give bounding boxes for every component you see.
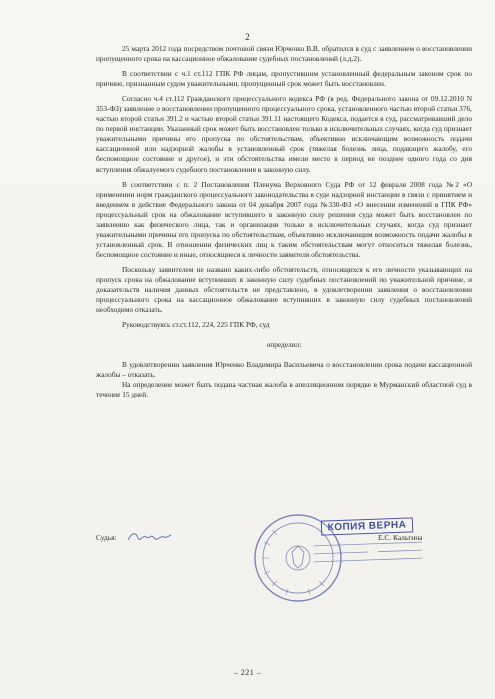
copy-certified-stamp: КОПИЯ ВЕРНА: [321, 517, 413, 535]
paragraph-filing: 25 марта 2012 года посредством почтовой связи Юрченко В.В. обратился в суд с заявлением о восстановлении пропущенного срока на кассационное обжалование судебных постановлений (л.д.2).: [96, 44, 472, 64]
decision-refusal: В удовлетворении заявления Юрченко Владимира Васильевича о восстановлении срока подачи кассационной жалобы – отказать.: [96, 360, 472, 380]
judge-label: Судья:: [96, 533, 117, 542]
operative-heading: определил:: [266, 340, 302, 350]
judge-name: Е.С. Кальгина: [378, 533, 423, 542]
paragraph-guided-by: Руководствуясь ст.ст.112, 224, 225 ГПК РФ, суд: [122, 320, 270, 330]
footer-page-number: – 221 –: [233, 668, 262, 677]
ruling-text: [96, 44, 472, 400]
paragraph-reasoning: Поскольку заявителем не названо каких-либо обстоятельств, относящихся к его личности указывающих на пропуск срока на обжалование вступивших в законную силу судебных постановлений по уважительной причине, и доказательств наличия данных обстоятельств не представлено, в удовлетворении заявления о восстановлении процессуального срока на кассационное обжалование вступивших в законную силу судебных постановлений необходимо отказать.: [96, 264, 472, 315]
decision-appeal: На определение может быть подана частная жалоба в апелляционном порядке в Мурманский областной суд в течение 15 дней.: [96, 380, 472, 400]
page-number: 2: [245, 32, 250, 42]
paragraph-article-112-part-1: В соответствии с ч.1 ст.112 ГПК РФ лицам, пропустившим установленный федеральным законом срок по причине, признанным судом уважительными, пропущенный срок может быть восстановлен.: [96, 69, 472, 89]
paragraph-plenum-resolution: В соответствии с п. 2 Постановления Пленума Верховного Суда РФ от 12 февраля 2008 года №2 «О применении норм гражданского процессуального законодательства в суде надзорной инстанции в связи с принятием и введением в действие Федерального закона от 04 декабря 2007 года №330-ФЗ «О внесении изменений в ГПК РФ» процессуальный срок на обжалование вступившего в законную силу решения суда может быть восстановлен по заявлению как физического лица, так и организации только в исключительных случаях, когда суд признает уважительными причины его пропуска по обстоятельствам, объективно исключающим возможность подачи жалобы в установленный срок. В отношении физических лиц к таким обстоятельствам могут относиться тяжелая болезнь, беспомощное состояние и иные, относящиеся к личности заявителя обстоятельства.: [96, 179, 472, 259]
paragraph-article-112-part-4: Согласно ч.4 ст.112 Гражданского процессуального кодекса РФ (в ред. Федерального закона от 09.12.2010 N 353-ФЗ) заявление о восстановлении пропущенного процессуального срока, установленного частью второй статьи 376, частью второй статьи 391.2 и частью второй статьи 391.11 настоящего Кодекса, подается в суд, рассматривавший дело по первой инстанции. Указанный срок может быть восстановлен только в исключительных случаях, когда суд признает уважительными причины его пропуска по обстоятельствам, объективно исключающим возможность подачи кассационной или надзорной жалобы в установленный срок (тяжелая болезнь лица, подающего жалобу, его беспомощное состояние и другое), и эти обстоятельства имели место в период не позднее одного года со дня вступления обжалуемого судебного постановления в законную силу.: [96, 94, 472, 174]
handwritten-signature: [126, 528, 172, 546]
